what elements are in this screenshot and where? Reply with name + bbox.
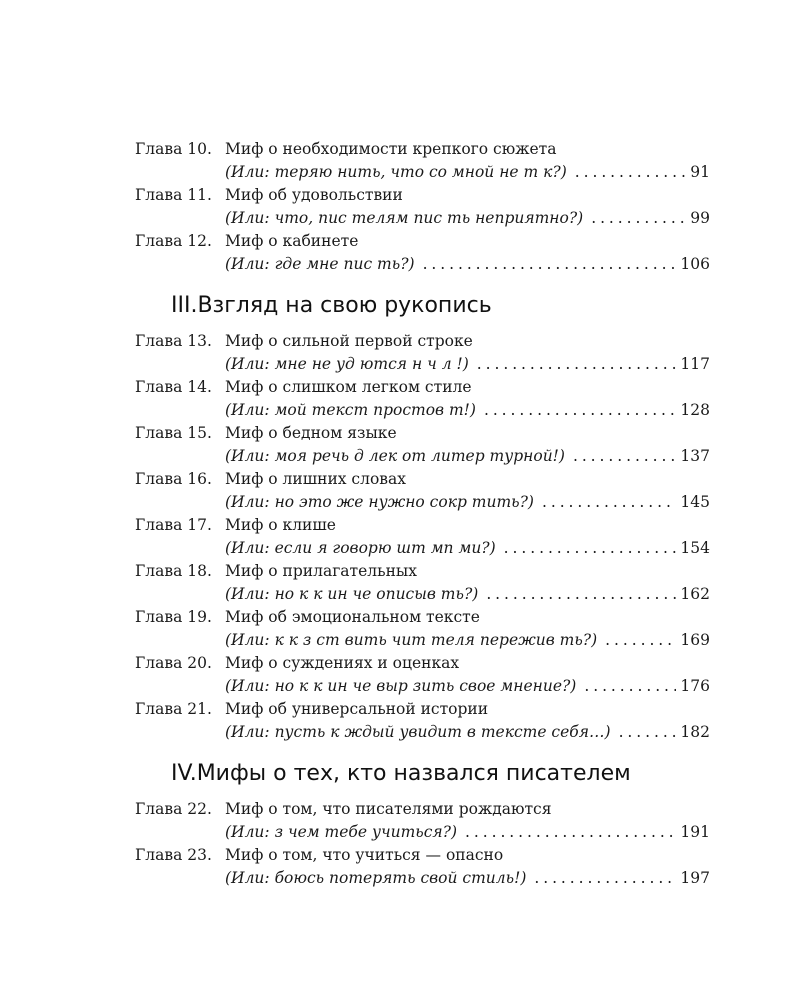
toc-entry bbox=[135, 376, 710, 422]
chapter-title: Миф о необходимости крепкого сюжета bbox=[225, 140, 557, 158]
page-number: 99 bbox=[690, 209, 710, 227]
page-number: 191 bbox=[680, 823, 710, 841]
chapter-title: Миф о клише bbox=[225, 516, 336, 534]
page-number: 176 bbox=[680, 677, 710, 695]
section-heading: III.Взгляд на свою рукопись bbox=[171, 293, 492, 318]
chapter-title: Миф о прилагательных bbox=[225, 562, 417, 580]
chapter-subtitle: (Или: где мне пис ть?) bbox=[225, 255, 415, 273]
chapter-title: Миф о том, что учиться — опасно bbox=[225, 846, 504, 864]
chapter-number: Глава 20. bbox=[135, 654, 212, 672]
chapter-title: Миф о сильной первой строке bbox=[225, 332, 473, 350]
section-heading: IV.Мифы о тех, кто назвался писателем bbox=[171, 761, 631, 786]
chapter-number: Глава 18. bbox=[135, 562, 212, 580]
dot-leader bbox=[573, 445, 676, 468]
page-number: 91 bbox=[690, 163, 710, 181]
toc-entry bbox=[135, 330, 710, 376]
page-number: 182 bbox=[680, 723, 710, 741]
chapter-number: Глава 23. bbox=[135, 846, 212, 864]
toc-entry bbox=[135, 606, 710, 652]
chapter-title: Миф о лишних словах bbox=[225, 470, 407, 488]
chapter-title: Миф об универсальной истории bbox=[225, 700, 489, 718]
page-number: 137 bbox=[680, 447, 710, 465]
dot-leader bbox=[465, 821, 676, 844]
chapter-number: Глава 19. bbox=[135, 608, 212, 626]
toc-group bbox=[135, 292, 710, 744]
chapter-subtitle: (Или: моя речь д лек от литер турной!) bbox=[225, 447, 565, 465]
chapter-subtitle: (Или: но к к ин че выр зить свое мнение?) bbox=[225, 677, 577, 695]
dot-leader bbox=[423, 253, 677, 276]
chapter-subtitle: (Или: но это же нужно сокр тить?) bbox=[225, 493, 534, 511]
chapter-number: Глава 15. bbox=[135, 424, 212, 442]
dot-leader bbox=[605, 629, 676, 652]
dot-leader bbox=[584, 675, 676, 698]
toc-entry bbox=[135, 652, 710, 698]
dot-leader bbox=[504, 537, 677, 560]
chapter-title: Миф о суждениях и оценках bbox=[225, 654, 460, 672]
chapter-subtitle: (Или: что, пис телям пис ть неприятно?) bbox=[225, 209, 584, 227]
toc-entry bbox=[135, 138, 710, 184]
dot-leader bbox=[542, 491, 676, 514]
chapter-number: Глава 12. bbox=[135, 232, 212, 250]
chapter-number: Глава 11. bbox=[135, 186, 212, 204]
chapter-number: Глава 13. bbox=[135, 332, 212, 350]
chapter-number: Глава 10. bbox=[135, 140, 212, 158]
page-number: 162 bbox=[680, 585, 710, 603]
chapter-subtitle: (Или: если я говорю шт мп ми?) bbox=[225, 539, 496, 557]
chapter-title: Миф об эмоциональном тексте bbox=[225, 608, 480, 626]
chapter-title: Миф об удовольствии bbox=[225, 186, 403, 204]
chapter-title: Миф о кабинете bbox=[225, 232, 359, 250]
chapter-subtitle: (Или: мой текст простов т!) bbox=[225, 401, 476, 419]
chapter-number: Глава 17. bbox=[135, 516, 212, 534]
page-number: 117 bbox=[680, 355, 710, 373]
chapter-subtitle: (Или: боюсь потерять свой стиль!) bbox=[225, 869, 527, 887]
toc-entry bbox=[135, 184, 710, 230]
chapter-number: Глава 16. bbox=[135, 470, 212, 488]
chapter-subtitle: (Или: к к з ст вить чит теля пережив ть?) bbox=[225, 631, 598, 649]
page-number: 154 bbox=[680, 539, 710, 557]
toc-entry bbox=[135, 468, 710, 514]
dot-leader bbox=[477, 353, 677, 376]
page-number: 106 bbox=[680, 255, 710, 273]
toc-entry bbox=[135, 514, 710, 560]
page-number: 169 bbox=[680, 631, 710, 649]
table-of-contents bbox=[135, 138, 710, 890]
page-number: 145 bbox=[680, 493, 710, 511]
chapter-subtitle: (Или: пусть к ждый увидит в тексте себя…) bbox=[225, 723, 611, 741]
toc-entry bbox=[135, 844, 710, 890]
toc-entry bbox=[135, 230, 710, 276]
dot-leader bbox=[486, 583, 676, 606]
chapter-number: Глава 21. bbox=[135, 700, 212, 718]
toc-entry bbox=[135, 698, 710, 744]
chapter-title: Миф о слишком легком стиле bbox=[225, 378, 472, 396]
toc-entry bbox=[135, 798, 710, 844]
chapter-subtitle: (Или: теряю нить, что со мной не т к?) bbox=[225, 163, 567, 181]
chapter-title: Миф о том, что писателями рождаются bbox=[225, 800, 552, 818]
dot-leader bbox=[484, 399, 676, 422]
page-number: 128 bbox=[680, 401, 710, 419]
toc-group bbox=[135, 760, 710, 890]
toc-entry bbox=[135, 422, 710, 468]
toc-entry bbox=[135, 560, 710, 606]
dot-leader bbox=[619, 721, 677, 744]
chapter-title: Миф о бедном языке bbox=[225, 424, 397, 442]
dot-leader bbox=[591, 207, 686, 230]
toc-group bbox=[135, 138, 710, 276]
page-number: 197 bbox=[680, 869, 710, 887]
chapter-number: Глава 22. bbox=[135, 800, 212, 818]
dot-leader bbox=[575, 161, 687, 184]
dot-leader bbox=[534, 867, 676, 890]
chapter-number: Глава 14. bbox=[135, 378, 212, 396]
chapter-subtitle: (Или: з чем тебе учиться?) bbox=[225, 823, 458, 841]
chapter-subtitle: (Или: но к к ин че описыв ть?) bbox=[225, 585, 479, 603]
chapter-subtitle: (Или: мне не уд ются н ч л !) bbox=[225, 355, 469, 373]
